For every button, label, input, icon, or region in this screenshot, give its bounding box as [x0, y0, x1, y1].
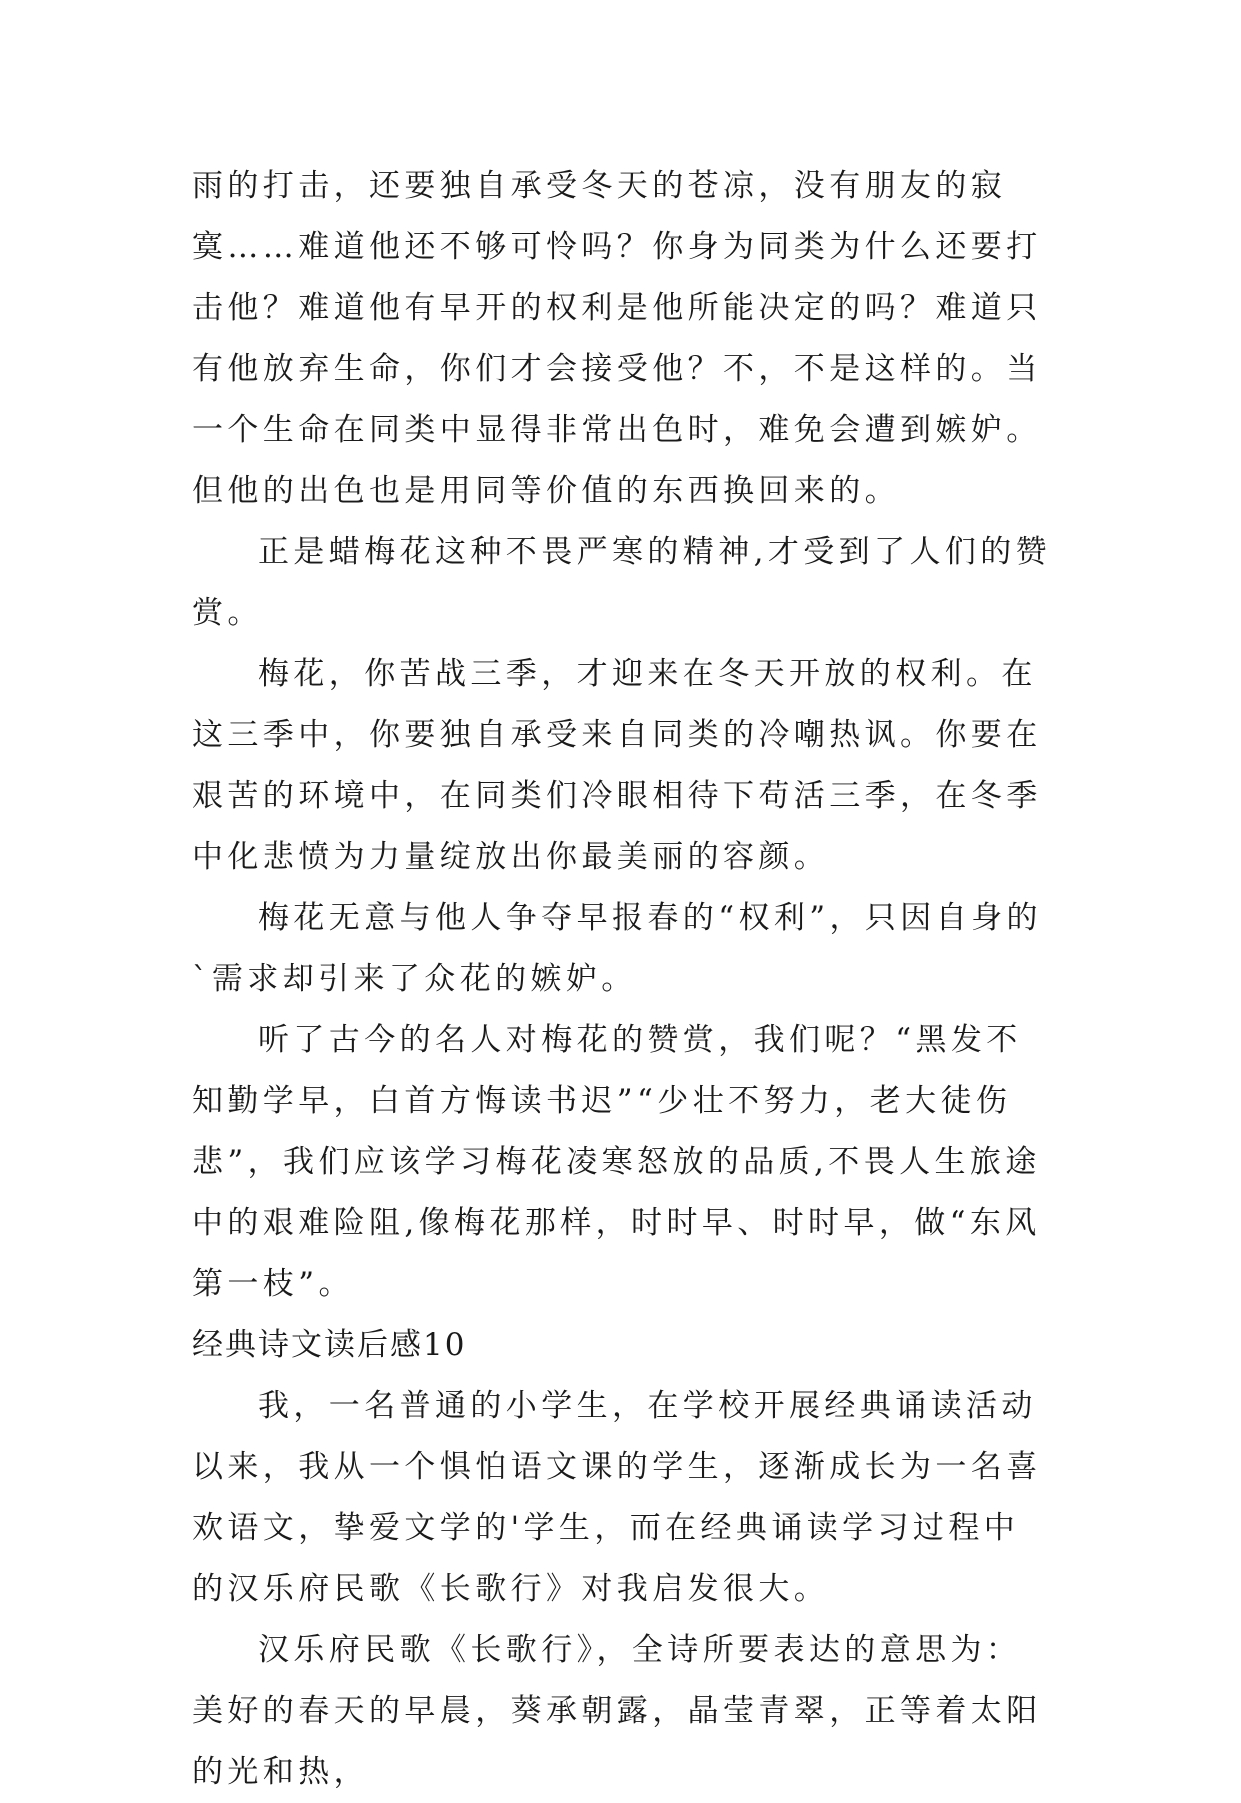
section-heading: 经典诗文读后感10 — [192, 1327, 467, 1363]
document-body — [192, 156, 1052, 1803]
paragraph-changgexing: 汉乐府民歌《长歌行》，全诗所要表达的意思为：美好的春天的早晨，葵承朝露，晶莹青翠，正等着太阳的光和热， — [192, 1632, 1042, 1790]
paragraph-continuation: 雨的打击，还要独自承受冬天的苍凉，没有朋友的寂寞……难道他还不够可怜吗？你身为同类为什么还要打击他？难道他有早开的权利是他所能决定的吗？难道只有他放弃生命，你们才会接受他？不，不是这样的。当一个生命在同类中显得非常出色时，难免会遭到嫉妒。但他的出色也是用同等价值的东西换回来的。 — [192, 168, 1042, 509]
paragraph-famous-quotes: 听了古今的名人对梅花的赞赏，我们呢？“黑发不知勤学早，白首方悔读书迟”“少壮不努力，老大徒伤悲”，我们应该学习梅花凌寒怒放的品质,不畏人生旅途中的艰难险阻,像梅花那样，时时早、时时早，做“东风第一枝”。 — [192, 1022, 1041, 1302]
paragraph-wintersweet-spirit: 正是蜡梅花这种不畏严寒的精神,才受到了人们的赞赏。 — [192, 534, 1052, 631]
paragraph-spring-right: 梅花无意与他人争夺早报春的“权利”，只因自身的`需求却引来了众花的嫉妒。 — [192, 900, 1042, 997]
paragraph-student-intro: 我，一名普通的小学生，在学校开展经典诵读活动以来，我从一个惧怕语文课的学生，逐渐成长为一名喜欢语文，挚爱文学的'学生，而在经典诵读学习过程中的汉乐府民歌《长歌行》对我启发很大。 — [192, 1388, 1042, 1607]
paragraph-three-seasons: 梅花，你苦战三季，才迎来在冬天开放的权利。在这三季中，你要独自承受来自同类的冷嘲热讽。你要在艰苦的环境中，在同类们冷眼相待下苟活三季，在冬季中化悲愤为力量绽放出你最美丽的容颜。 — [192, 656, 1042, 875]
